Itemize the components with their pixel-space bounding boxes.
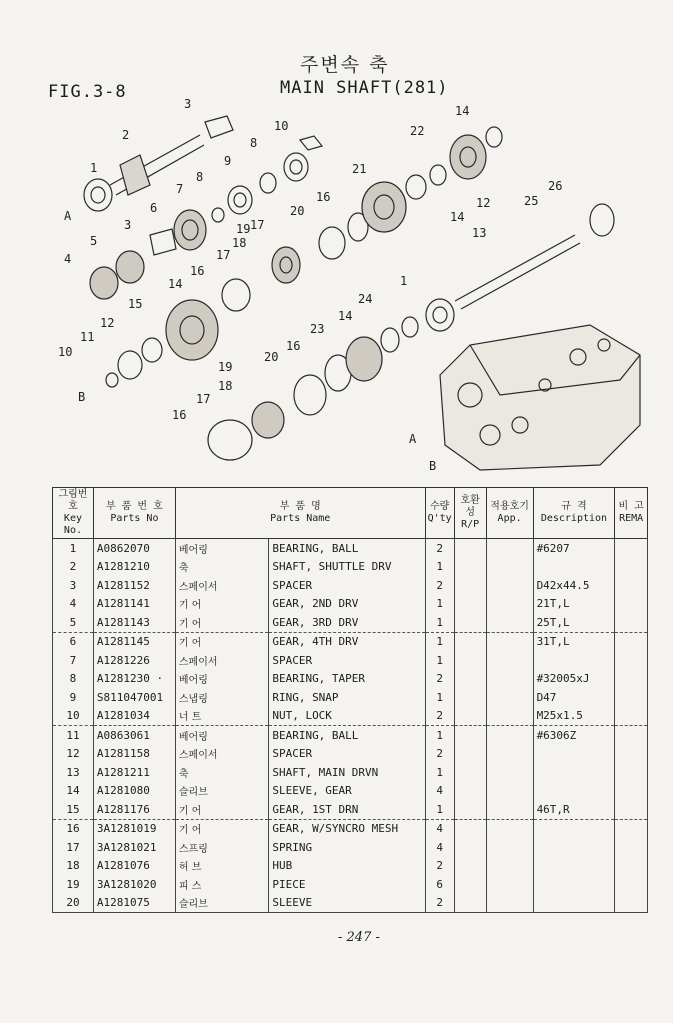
callout-label: 10 xyxy=(58,345,73,359)
cell-ename: BEARING, BALL xyxy=(269,539,425,558)
callout-label: 9 xyxy=(224,154,232,168)
cell-pno: A1281152 xyxy=(93,576,175,595)
bearing-1-top xyxy=(84,179,112,211)
cell-ename: GEAR, 2ND DRV xyxy=(269,595,425,614)
callout-label: 13 xyxy=(472,226,487,240)
cell-rp xyxy=(454,819,486,838)
callout-label: 12 xyxy=(100,316,115,330)
cell-kname: 베어링 xyxy=(175,539,268,558)
cell-key: 10 xyxy=(53,707,94,726)
callout-label: 16 xyxy=(172,408,187,422)
cell-rp xyxy=(454,632,486,651)
table-header-row xyxy=(53,488,648,539)
table-row xyxy=(53,707,648,726)
cell-ename: SLEEVE xyxy=(269,894,425,913)
cell-ename: HUB xyxy=(269,857,425,876)
cell-kname: 피 스 xyxy=(175,875,268,894)
cell-ename: BEARING, TAPER xyxy=(269,670,425,689)
cell-kname: 기 어 xyxy=(175,595,268,614)
callout-label: 14 xyxy=(455,104,470,118)
cell-pno: 3A1281021 xyxy=(93,838,175,857)
cell-pno: A1281145 xyxy=(93,632,175,651)
cell-rp xyxy=(454,745,486,764)
cell-rema xyxy=(615,613,648,632)
cell-pno: A1281034 xyxy=(93,707,175,726)
cell-qty: 2 xyxy=(425,539,454,558)
cell-qty: 4 xyxy=(425,838,454,857)
callout-label: 14 xyxy=(168,277,183,291)
cell-rema xyxy=(615,894,648,913)
cell-rp xyxy=(454,576,486,595)
cell-desc: 46T,R xyxy=(533,800,615,819)
cell-desc: 25T,L xyxy=(533,613,615,632)
cell-ename: GEAR, 3RD DRV xyxy=(269,613,425,632)
cell-app xyxy=(486,558,533,577)
table-row xyxy=(53,595,648,614)
cell-desc: D47 xyxy=(533,688,615,707)
callout-label: 17 xyxy=(216,248,231,262)
cell-key: 11 xyxy=(53,726,94,745)
cell-rp xyxy=(454,726,486,745)
cell-key: 5 xyxy=(53,613,94,632)
cell-rp xyxy=(454,651,486,670)
cell-kname: 스페이서 xyxy=(175,651,268,670)
table-row xyxy=(53,613,648,632)
page-number: - 247 - xyxy=(338,930,380,945)
cell-rp xyxy=(454,857,486,876)
cell-pno: 3A1281020 xyxy=(93,875,175,894)
callout-label: 16 xyxy=(190,264,205,278)
cell-key: 12 xyxy=(53,745,94,764)
cell-rp xyxy=(454,875,486,894)
cell-qty: 6 xyxy=(425,875,454,894)
cell-app xyxy=(486,763,533,782)
table-body xyxy=(53,539,648,913)
table-row xyxy=(53,763,648,782)
cell-rp xyxy=(454,838,486,857)
col-desc: 규 격 Description xyxy=(533,488,615,539)
cell-qty: 2 xyxy=(425,670,454,689)
callout-label: 1 xyxy=(90,161,98,175)
cell-kname: 기 어 xyxy=(175,819,268,838)
callout-label: 18 xyxy=(218,379,233,393)
cell-rema xyxy=(615,857,648,876)
cell-app xyxy=(486,670,533,689)
cell-rp xyxy=(454,800,486,819)
cell-rema xyxy=(615,651,648,670)
cell-qty: 2 xyxy=(425,745,454,764)
table-row xyxy=(53,838,648,857)
cell-rp xyxy=(454,688,486,707)
cell-desc xyxy=(533,763,615,782)
callout-label: 17 xyxy=(250,218,265,232)
table-row xyxy=(53,745,648,764)
cell-rema xyxy=(615,558,648,577)
cell-desc xyxy=(533,838,615,857)
cell-key: 18 xyxy=(53,857,94,876)
cell-kname: 슬리브 xyxy=(175,894,268,913)
cell-qty: 2 xyxy=(425,707,454,726)
cell-kname: 허 브 xyxy=(175,857,268,876)
cell-rp xyxy=(454,707,486,726)
cell-app xyxy=(486,651,533,670)
cell-rema xyxy=(615,800,648,819)
cell-pno: A1281226 xyxy=(93,651,175,670)
cell-key: 3 xyxy=(53,576,94,595)
callout-label: 3 xyxy=(184,97,192,111)
cell-rema xyxy=(615,875,648,894)
cell-key: 4 xyxy=(53,595,94,614)
exploded-diagram xyxy=(0,95,673,485)
callout-label: 22 xyxy=(410,124,425,138)
cell-rp xyxy=(454,539,486,558)
cell-ename: PIECE xyxy=(269,875,425,894)
cell-app xyxy=(486,632,533,651)
cell-app xyxy=(486,613,533,632)
col-part: 부 품 번 호 Parts No xyxy=(93,488,175,539)
callout-label: 19 xyxy=(236,222,251,236)
table-row xyxy=(53,819,648,838)
cell-pno: A1281141 xyxy=(93,595,175,614)
cell-qty: 1 xyxy=(425,595,454,614)
cell-desc: #6207 xyxy=(533,539,615,558)
callout-label: 14 xyxy=(450,210,465,224)
cell-desc: D42x44.5 xyxy=(533,576,615,595)
col-rp: 호환성 R/P xyxy=(454,488,486,539)
cell-rema xyxy=(615,576,648,595)
cell-rema xyxy=(615,707,648,726)
cell-rema xyxy=(615,595,648,614)
cell-pno: 3A1281019 xyxy=(93,819,175,838)
table-row xyxy=(53,632,648,651)
cell-app xyxy=(486,838,533,857)
col-key: 그림번호 Key No. xyxy=(53,488,94,539)
cell-kname: 스페이서 xyxy=(175,745,268,764)
cell-qty: 1 xyxy=(425,558,454,577)
table-row xyxy=(53,576,648,595)
cell-desc: 21T,L xyxy=(533,595,615,614)
cell-app xyxy=(486,688,533,707)
cell-pno: A0862070 xyxy=(93,539,175,558)
cell-kname: 축 xyxy=(175,558,268,577)
cell-rp xyxy=(454,894,486,913)
cell-pno: A1281076 xyxy=(93,857,175,876)
cell-pno: A1281075 xyxy=(93,894,175,913)
cell-desc: #32005xJ xyxy=(533,670,615,689)
cell-desc: M25x1.5 xyxy=(533,707,615,726)
cell-app xyxy=(486,819,533,838)
cell-key: 6 xyxy=(53,632,94,651)
callout-label: 8 xyxy=(250,136,258,150)
cell-rp xyxy=(454,670,486,689)
cell-ename: SPACER xyxy=(269,745,425,764)
cell-app xyxy=(486,745,533,764)
cell-key: 14 xyxy=(53,782,94,801)
cell-rema xyxy=(615,838,648,857)
cell-rema xyxy=(615,726,648,745)
cell-qty: 4 xyxy=(425,819,454,838)
cell-ename: SPACER xyxy=(269,651,425,670)
cell-qty: 1 xyxy=(425,688,454,707)
cell-key: 20 xyxy=(53,894,94,913)
cell-rema xyxy=(615,632,648,651)
callout-label: 14 xyxy=(338,309,353,323)
table-row xyxy=(53,875,648,894)
cell-kname: 기 어 xyxy=(175,613,268,632)
cell-rema xyxy=(615,763,648,782)
table-row xyxy=(53,800,648,819)
callout-label: 24 xyxy=(358,292,373,306)
table-row xyxy=(53,670,648,689)
cell-kname: 베어링 xyxy=(175,726,268,745)
callout-label: A xyxy=(409,432,417,446)
cell-desc xyxy=(533,894,615,913)
cell-key: 13 xyxy=(53,763,94,782)
cell-rema xyxy=(615,688,648,707)
callout-label: 26 xyxy=(548,179,563,193)
callout-label: 3 xyxy=(124,218,132,232)
cell-pno: A1281210 xyxy=(93,558,175,577)
cell-rp xyxy=(454,558,486,577)
cell-pno: A1281176 xyxy=(93,800,175,819)
callout-label: 20 xyxy=(264,350,279,364)
cell-qty: 1 xyxy=(425,613,454,632)
cell-kname: 스프링 xyxy=(175,838,268,857)
cell-qty: 2 xyxy=(425,857,454,876)
callout-label: 25 xyxy=(524,194,539,208)
cell-pno: A1281080 xyxy=(93,782,175,801)
cell-rema xyxy=(615,819,648,838)
cell-app xyxy=(486,595,533,614)
cell-rema xyxy=(615,670,648,689)
cell-app xyxy=(486,539,533,558)
cell-app xyxy=(486,800,533,819)
cell-rp xyxy=(454,763,486,782)
callout-label: 20 xyxy=(290,204,305,218)
cell-ename: GEAR, 4TH DRV xyxy=(269,632,425,651)
table-row xyxy=(53,651,648,670)
cell-app xyxy=(486,576,533,595)
cell-desc: 31T,L xyxy=(533,632,615,651)
callout-label: 15 xyxy=(128,297,143,311)
parts-table xyxy=(52,487,648,913)
cell-ename: SPACER xyxy=(269,576,425,595)
table-row xyxy=(53,688,648,707)
callout-label: 6 xyxy=(150,201,158,215)
callout-label: 7 xyxy=(176,182,184,196)
cell-kname: 너 트 xyxy=(175,707,268,726)
callout-label: 18 xyxy=(232,236,247,250)
cell-app xyxy=(486,875,533,894)
cell-desc xyxy=(533,875,615,894)
cell-app xyxy=(486,782,533,801)
cell-qty: 1 xyxy=(425,632,454,651)
cell-app xyxy=(486,726,533,745)
cell-kname: 기 어 xyxy=(175,800,268,819)
cell-desc xyxy=(533,745,615,764)
callout-label: 8 xyxy=(196,170,204,184)
cell-ename: GEAR, W/SYNCRO MESH xyxy=(269,819,425,838)
cell-kname: 스냅링 xyxy=(175,688,268,707)
cell-key: 2 xyxy=(53,558,94,577)
col-name: 부 품 명 Parts Name xyxy=(175,488,425,539)
callout-label: 16 xyxy=(286,339,301,353)
cell-pno: A0863061 xyxy=(93,726,175,745)
cell-desc xyxy=(533,651,615,670)
cell-pno: A1281158 xyxy=(93,745,175,764)
callout-label: B xyxy=(78,390,86,404)
col-app: 적용호기 App. xyxy=(486,488,533,539)
cell-kname: 스페이서 xyxy=(175,576,268,595)
callout-label: 1 xyxy=(400,274,408,288)
cell-key: 9 xyxy=(53,688,94,707)
cell-desc xyxy=(533,782,615,801)
cell-rema xyxy=(615,539,648,558)
cell-qty: 1 xyxy=(425,800,454,819)
cell-ename: SLEEVE, GEAR xyxy=(269,782,425,801)
cell-desc xyxy=(533,857,615,876)
cell-kname: 베어링 xyxy=(175,670,268,689)
cell-key: 8 xyxy=(53,670,94,689)
cell-rema xyxy=(615,745,648,764)
callout-label: 17 xyxy=(196,392,211,406)
callout-label: 16 xyxy=(316,190,331,204)
cell-qty: 2 xyxy=(425,894,454,913)
cell-ename: SHAFT, SHUTTLE DRV xyxy=(269,558,425,577)
cell-rp xyxy=(454,595,486,614)
cell-desc xyxy=(533,819,615,838)
cell-rp xyxy=(454,782,486,801)
cell-rp xyxy=(454,613,486,632)
cell-desc: #6306Z xyxy=(533,726,615,745)
table-row xyxy=(53,782,648,801)
callout-label: 4 xyxy=(64,252,72,266)
cell-ename: RING, SNAP xyxy=(269,688,425,707)
col-qty: 수량 Q'ty xyxy=(425,488,454,539)
callout-label: 23 xyxy=(310,322,325,336)
callout-label: 2 xyxy=(122,128,130,142)
table-row xyxy=(53,857,648,876)
figure-label: FIG.3-8 xyxy=(48,82,127,102)
cell-app xyxy=(486,707,533,726)
callout-label: 5 xyxy=(90,234,98,248)
cell-ename: NUT, LOCK xyxy=(269,707,425,726)
cell-desc xyxy=(533,558,615,577)
cell-pno: A1281143 xyxy=(93,613,175,632)
cell-kname: 기 어 xyxy=(175,632,268,651)
callout-label: 12 xyxy=(476,196,491,210)
cell-ename: GEAR, 1ST DRN xyxy=(269,800,425,819)
cell-key: 19 xyxy=(53,875,94,894)
table-row xyxy=(53,894,648,913)
cell-qty: 4 xyxy=(425,782,454,801)
cell-key: 1 xyxy=(53,539,94,558)
cell-ename: SHAFT, MAIN DRVN xyxy=(269,763,425,782)
cell-key: 16 xyxy=(53,819,94,838)
cell-key: 15 xyxy=(53,800,94,819)
cell-pno: A1281211 xyxy=(93,763,175,782)
callout-label: B xyxy=(429,459,437,473)
cell-rema xyxy=(615,782,648,801)
cell-pno: A1281230 · xyxy=(93,670,175,689)
cell-ename: SPRING xyxy=(269,838,425,857)
callout-label: 19 xyxy=(218,360,233,374)
cell-key: 17 xyxy=(53,838,94,857)
table-row xyxy=(53,726,648,745)
callout-label: 11 xyxy=(80,330,95,344)
table-row xyxy=(53,558,648,577)
callout-label: A xyxy=(64,209,72,223)
cell-qty: 1 xyxy=(425,763,454,782)
cell-pno: S811047001 xyxy=(93,688,175,707)
cell-app xyxy=(486,894,533,913)
cell-qty: 1 xyxy=(425,651,454,670)
cell-kname: 축 xyxy=(175,763,268,782)
table-row xyxy=(53,539,648,558)
col-rema: 비 고 REMA xyxy=(615,488,648,539)
cell-qty: 2 xyxy=(425,576,454,595)
cell-key: 7 xyxy=(53,651,94,670)
cell-kname: 슬리브 xyxy=(175,782,268,801)
cell-app xyxy=(486,857,533,876)
cell-ename: BEARING, BALL xyxy=(269,726,425,745)
cell-qty: 1 xyxy=(425,726,454,745)
title-english: MAIN SHAFT(281) xyxy=(280,78,449,98)
callout-label: 10 xyxy=(274,119,289,133)
title-korean: 주변속 축 xyxy=(300,54,390,76)
callout-label: 21 xyxy=(352,162,367,176)
